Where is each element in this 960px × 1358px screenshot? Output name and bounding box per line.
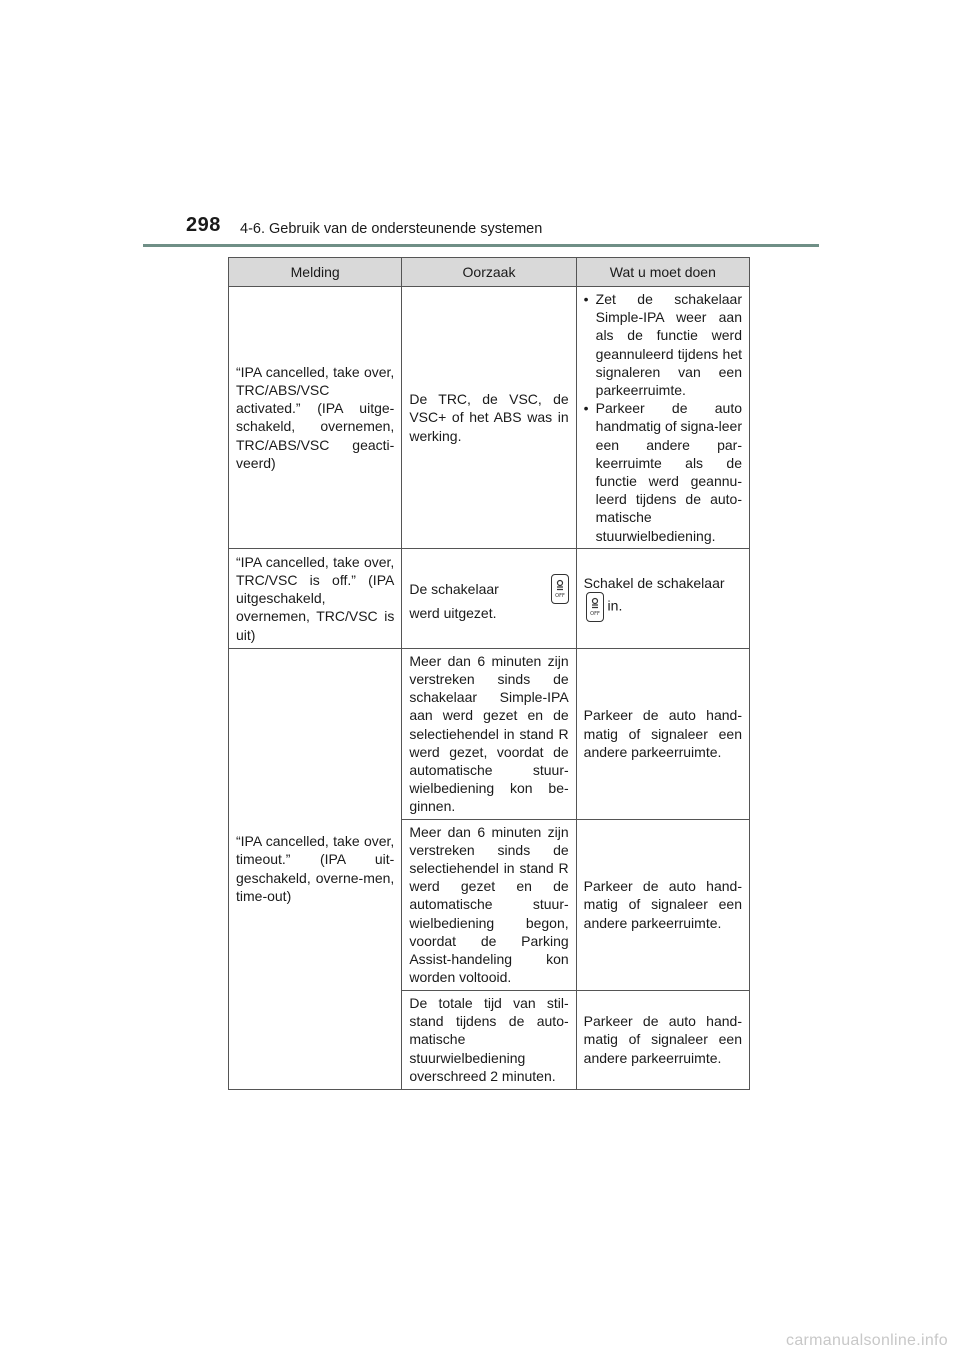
list-item: • Zet de schakelaar Simple-IPA weer aan als de functie werd geannuleerd tijdens het signaleren van een parkeerruimte. [583,291,742,399]
cause-cell: Meer dan 6 minuten zijn verstreken sinds de selectiehendel in stand R werd gezet en de automatische stuur-wielbediening begon, voordat de Parking Assist-handeling kon worden voltooid. [402,819,576,990]
action-switch-line [584,592,742,622]
cause-cell: De TRC, de VSC, de VSC+ of het ABS was in werking. [402,287,576,549]
svg-text:OFF: OFF [554,593,565,600]
warning-message-table [228,257,750,1090]
action-text: Schakel de schakelaar [583,575,725,592]
page-number: 298 [186,214,221,236]
header-divider [143,244,819,247]
column-header-actie: Wat u moet doen [576,258,749,287]
list-item: • Parkeer de auto handmatig of signa-leer een andere par-keerruimte als de functie werd geannu-leerd tijdens de auto-matische stuurwielbediening. [583,400,742,544]
section-title: 4-6. Gebruik van de ondersteunende systemen [240,221,543,237]
cause-cell: Meer dan 6 minuten zijn verstreken sinds de schakelaar Simple-IPA aan werd gezet en de selectiehendel in stand R werd gezet, voordat de automatische stuur-wielbediening kon be-ginnen. [402,648,576,819]
message-cell: “IPA cancelled, take over, timeout.” (IPA uit-geschakeld, overne-men, time-out) [229,648,402,1089]
table-row [229,648,750,819]
table-header-row [229,258,750,287]
action-cell [576,548,749,648]
cause-switch-line [409,574,568,604]
message-cell: “IPA cancelled, take over, TRC/VSC is off.” (IPA uitgeschakeld, overnemen, TRC/VSC is uit) [229,548,402,648]
table-row [229,287,750,549]
action-cell: Parkeer de auto hand-matig of signaleer een andere parkeerruimte. [576,990,749,1089]
cause-cell: De totale tijd van stil-stand tijdens de auto-matische stuurwielbediening overschreed 2 minuten. [402,990,576,1089]
action-cell [576,287,749,549]
cause-text-end: werd uitgezet. [409,605,497,622]
table-row [229,548,750,648]
cause-text: De schakelaar [409,581,499,598]
svg-text:OFF: OFF [589,611,600,618]
watermark: carmanualsonline.info [786,1332,948,1349]
action-text: Parkeer de auto handmatig of signa-leer een andere par-keerruimte als de functie werd geannu-leerd tijdens de auto-matische stuurwielbediening. [595,400,742,544]
vsc-off-switch-icon [551,574,569,604]
cause-cell [402,548,576,648]
action-text-end: in. [607,598,623,615]
action-cell: Parkeer de auto hand-matig of signaleer een andere parkeerruimte. [576,648,749,819]
column-header-oorzaak: Oorzaak [402,258,576,287]
column-header-melding: Melding [229,258,402,287]
action-text: Zet de schakelaar Simple-IPA weer aan als de functie werd geannuleerd tijdens het signaleren van een parkeerruimte. [595,291,742,399]
vsc-off-switch-icon [586,592,604,622]
action-cell: Parkeer de auto hand-matig of signaleer een andere parkeerruimte. [576,819,749,990]
message-cell: “IPA cancelled, take over, TRC/ABS/VSC activated.” (IPA uitge-schakeld, overnemen, TRC/ABS/VSC geacti-veerd) [229,287,402,549]
action-list [584,290,742,545]
